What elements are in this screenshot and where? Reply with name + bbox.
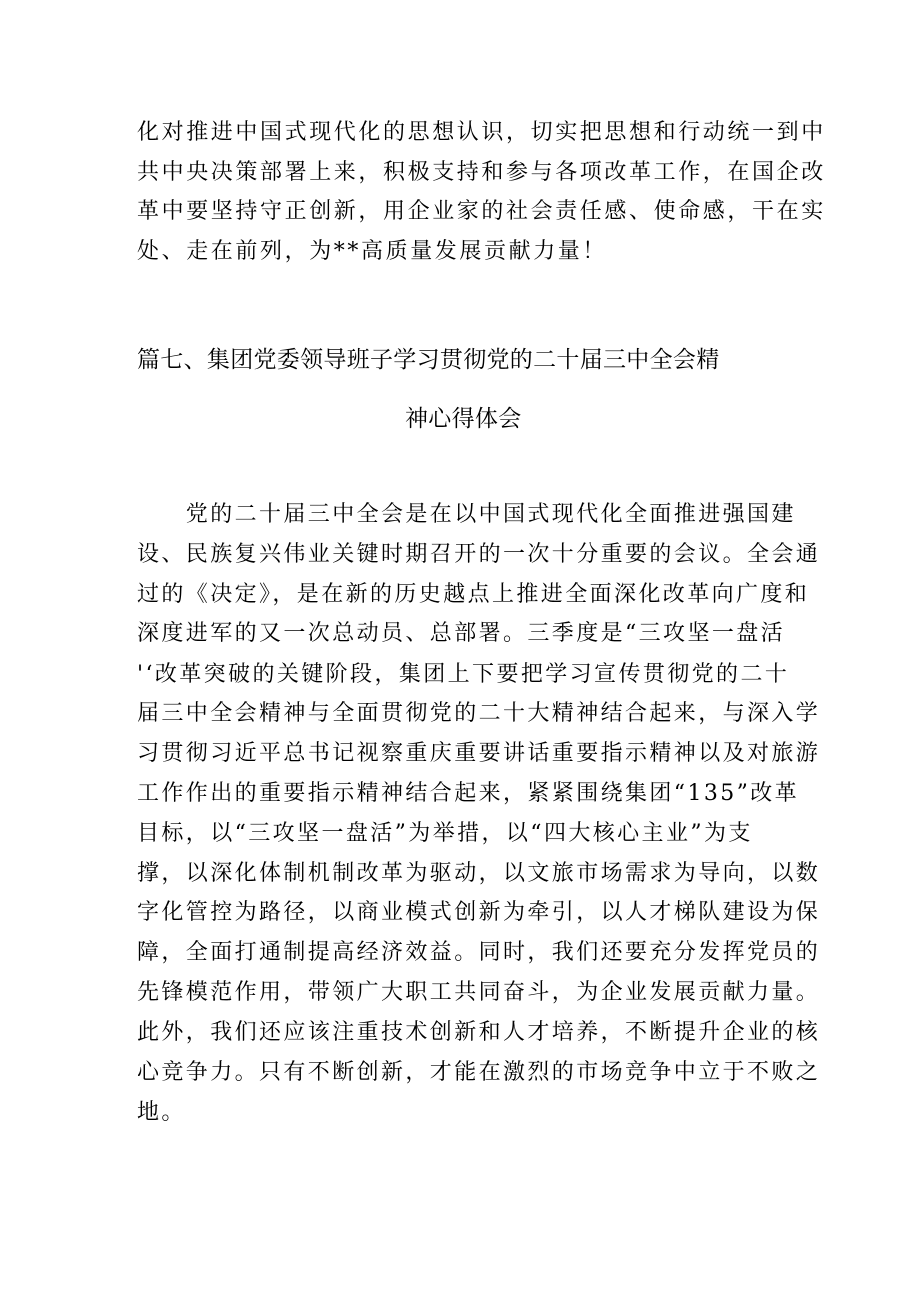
paragraph-line: 障，全面打通制提高经济效益。同时，我们还要充分发挥党员的	[137, 940, 821, 965]
paragraph-line: 目标，以“三攻坚一盘活”为举措，以“四大核心主业”为支	[137, 821, 753, 846]
paragraph-line: 党的二十届三中全会是在以中国式现代化全面推进强国建	[137, 502, 796, 527]
paragraph-line: 过的《决定》，是在新的历史越点上推进全面深化改革向广度和	[137, 582, 810, 607]
paragraph-line: 先锋模范作用，带领广大职工共同奋斗，为企业发展贡献力量。	[137, 980, 821, 1005]
paragraph-line: 习贯彻习近平总书记视察重庆重要讲话重要指示精神以及对旅游	[137, 741, 821, 766]
paragraph-line: 地。	[137, 1100, 186, 1125]
paragraph-line: 心竞争力。只有不断创新，才能在激烈的市场竞争中立于不败之	[137, 1060, 821, 1085]
heading-line: 篇七、集团党委领导班子学习贯彻党的二十届三中全会精	[137, 347, 720, 373]
paragraph-line: 设、民族复兴伟业关键时期召开的一次十分重要的会议。全会通	[137, 542, 821, 567]
paragraph-line: '‘改革突破的关键阶段，集团上下要把学习宣传贯彻党的二十	[137, 662, 790, 687]
heading-line: 神心得体会	[405, 406, 522, 432]
paragraph-line: 字化管控为路径，以商业模式创新为牵引，以人才梯队建设为保	[137, 900, 821, 925]
paragraph-line: 撑，以深化体制机制改革为驱动，以文旅市场需求为导向，以数	[137, 861, 821, 886]
paragraph-line: 共中央决策部署上来，积极支持和参与各项改革工作，在国企改	[137, 160, 826, 185]
paragraph-line: 此外，我们还应该注重技术创新和人才培养，不断提升企业的核	[137, 1020, 821, 1045]
paragraph-line: 化对推进中国式现代化的思想认识，切实把思想和行动统一到中	[137, 120, 826, 145]
paragraph-line: 届三中全会精神与全面贯彻党的二十大精神结合起来，与深入学	[137, 701, 821, 726]
paragraph-line: 处、走在前列，为**高质量发展贡献力量！	[137, 239, 608, 264]
paragraph-line: 革中要坚持守正创新，用企业家的社会责任感、使命感，干在实	[137, 199, 826, 224]
paragraph-line: 工作作出的重要指示精神结合起来，紧紧围绕集团“135”改革	[137, 781, 800, 806]
paragraph-line: 深度进军的又一次总动员、总部署。三季度是“三攻坚一盘活	[137, 621, 786, 646]
